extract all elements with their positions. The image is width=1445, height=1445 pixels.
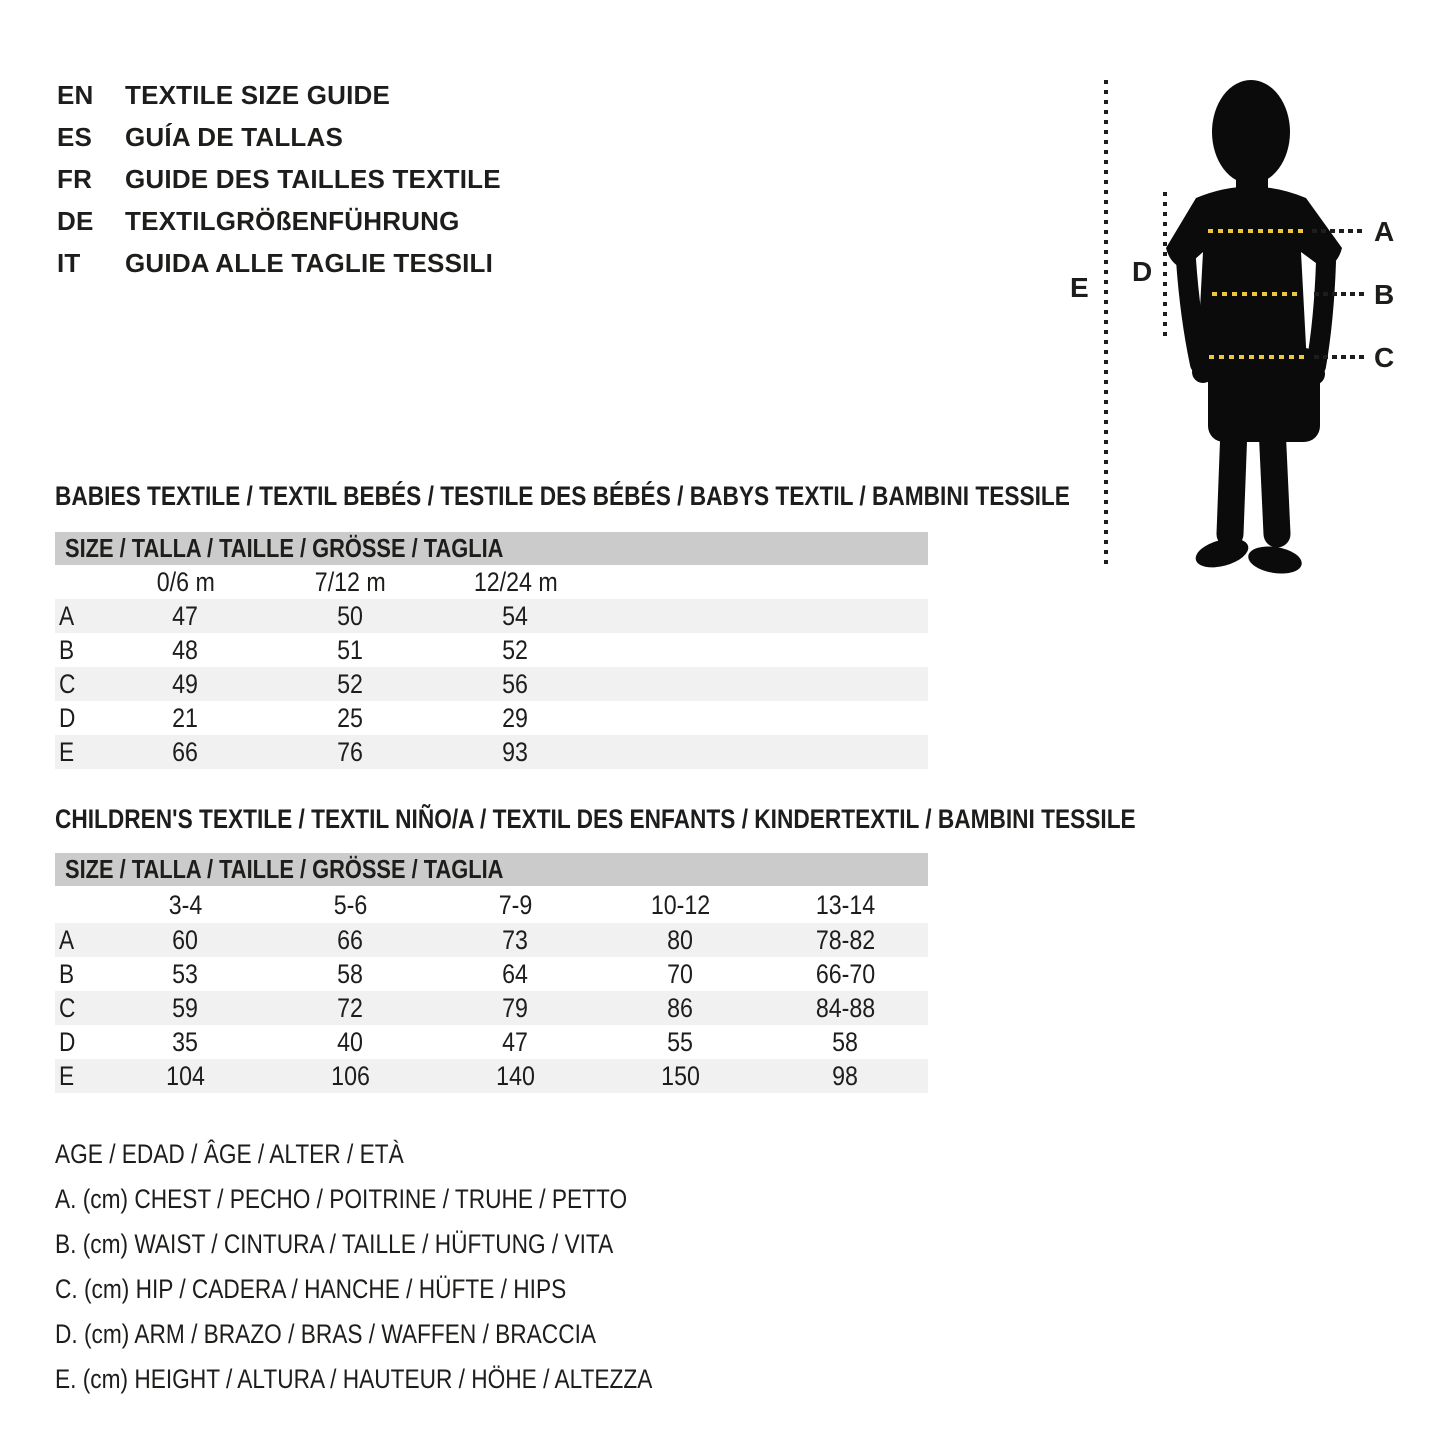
cell-value: 66-70 [815,958,876,989]
guide-title: GUÍA DE TALLAS [125,121,344,152]
cell-value: 54 [502,600,529,631]
cell-value: 79 [502,992,529,1023]
legend-height: E. (cm) HEIGHT / ALTURA / HAUTEUR / HÖHE / ALTEZZA [55,1364,653,1394]
cell-value: 86 [667,992,694,1023]
cell-value: 52 [337,668,364,699]
table-row [55,633,928,667]
cell-value: 40 [337,1026,364,1057]
children-table [55,887,928,1093]
table-row [55,735,928,769]
guide-title: GUIDE DES TAILLES TEXTILE [125,163,501,194]
measure-label-c: C [1374,342,1395,373]
table-row [55,1025,928,1059]
cell-value: 64 [502,958,529,989]
children-size-header-bar: SIZE / TALLA / TAILLE / GRÖSSE / TAGLIA [55,853,928,886]
babies-section-title: BABIES TEXTILE / TEXTIL BEBÉS / TESTILE DES BÉBÉS / BABYS TEXTIL / BAMBINI TESSILE [55,481,1070,511]
column-header: 10-12 [650,889,711,920]
babies-table [55,565,928,769]
lang-code: ES [57,121,93,152]
header-row-en [57,74,501,116]
lang-code: EN [57,79,94,110]
header-row-de [57,200,501,242]
row-label: E [59,736,75,767]
cell-value: 66 [172,736,199,767]
measurement-legend [55,1132,766,1402]
cell-value: 70 [667,958,694,989]
cell-value: 80 [667,924,694,955]
cell-value: 140 [496,1060,535,1091]
cell-value: 49 [172,668,199,699]
cell-value: 72 [337,992,364,1023]
column-header: 5-6 [333,889,368,920]
guide-title: TEXTILGRÖßENFÜHRUNG [125,205,460,236]
row-label: C [59,992,76,1023]
cell-value: 78-82 [815,924,876,955]
row-label: B [59,958,75,989]
legend-chest: A. (cm) CHEST / PECHO / POITRINE / TRUHE / PETTO [55,1184,628,1214]
row-label: A [59,924,75,955]
chest-measure-line-a-yellow [1208,229,1306,233]
cell-value: 84-88 [815,992,876,1023]
hip-measure-line-c-yellow [1209,355,1307,359]
cell-value: 29 [502,702,529,733]
cell-value: 47 [502,1026,529,1057]
cell-value: 50 [337,600,364,631]
table-row [55,599,928,633]
children-section-title: CHILDREN'S TEXTILE / TEXTIL NIÑO/A / TEXTIL DES ENFANTS / KINDERTEXTIL / BAMBINI TESSILE [55,804,1136,834]
hip-measure-leader-c [1314,355,1366,359]
children-column-header-row [55,887,928,923]
row-label: D [59,1026,76,1057]
chest-measure-leader-a [1312,229,1366,233]
cell-value: 93 [502,736,529,767]
column-header: 12/24 m [473,566,558,597]
legend-arm: D. (cm) ARM / BRAZO / BRAS / WAFFEN / BRACCIA [55,1319,596,1349]
header-row-es [57,116,501,158]
row-label: C [59,668,76,699]
column-header: 0/6 m [156,566,215,597]
cell-value: 58 [832,1026,859,1057]
column-header: 7/12 m [314,566,386,597]
cell-value: 56 [502,668,529,699]
legend-hip: C. (cm) HIP / CADERA / HANCHE / HÜFTE / HIPS [55,1274,567,1304]
table-row [55,701,928,735]
cell-value: 98 [832,1060,859,1091]
cell-value: 60 [172,924,199,955]
cell-value: 76 [337,736,364,767]
cell-value: 25 [337,702,364,733]
lang-code: IT [57,247,81,278]
cell-value: 55 [667,1026,694,1057]
cell-value: 48 [172,634,199,665]
guide-title: TEXTILE SIZE GUIDE [125,79,391,110]
table-row [55,923,928,957]
babies-size-header-bar: SIZE / TALLA / TAILLE / GRÖSSE / TAGLIA [55,532,928,565]
cell-value: 73 [502,924,529,955]
measure-label-a: A [1374,216,1395,247]
cell-value: 150 [661,1060,700,1091]
cell-value: 21 [172,702,199,733]
cell-value: 66 [337,924,364,955]
row-label: D [59,702,76,733]
row-label: A [59,600,75,631]
cell-value: 104 [166,1060,205,1091]
guide-title: GUIDA ALLE TAGLIE TESSILI [125,247,494,278]
row-label: E [59,1060,75,1091]
waist-measure-leader-b [1314,292,1366,296]
babies-column-header-row [55,565,928,599]
table-row [55,1059,928,1093]
cell-value: 52 [502,634,529,665]
cell-value: 53 [172,958,199,989]
waist-measure-line-b-yellow [1212,292,1298,296]
cell-value: 35 [172,1026,199,1057]
measure-label-b: B [1374,279,1395,310]
cell-value: 106 [331,1060,370,1091]
column-header: 3-4 [168,889,203,920]
column-header: 13-14 [815,889,876,920]
header-row-fr [57,158,501,200]
cell-value: 59 [172,992,199,1023]
language-header [57,74,501,284]
lang-code: FR [57,163,93,194]
table-row [55,957,928,991]
column-header: 7-9 [498,889,533,920]
cell-value: 47 [172,600,199,631]
row-label: B [59,634,75,665]
cell-value: 58 [337,958,364,989]
measure-label-d: D [1132,256,1153,287]
arm-measure-line-d [1163,192,1167,342]
table-row [55,991,928,1025]
measure-label-e: E [1070,272,1089,303]
cell-value: 51 [337,634,364,665]
lang-code: DE [57,205,94,236]
legend-age: AGE / EDAD / ÂGE / ALTER / ETÀ [55,1139,404,1169]
legend-waist: B. (cm) WAIST / CINTURA / TAILLE / HÜFTUNG / VITA [55,1229,614,1259]
header-row-it [57,242,501,284]
table-row [55,667,928,701]
